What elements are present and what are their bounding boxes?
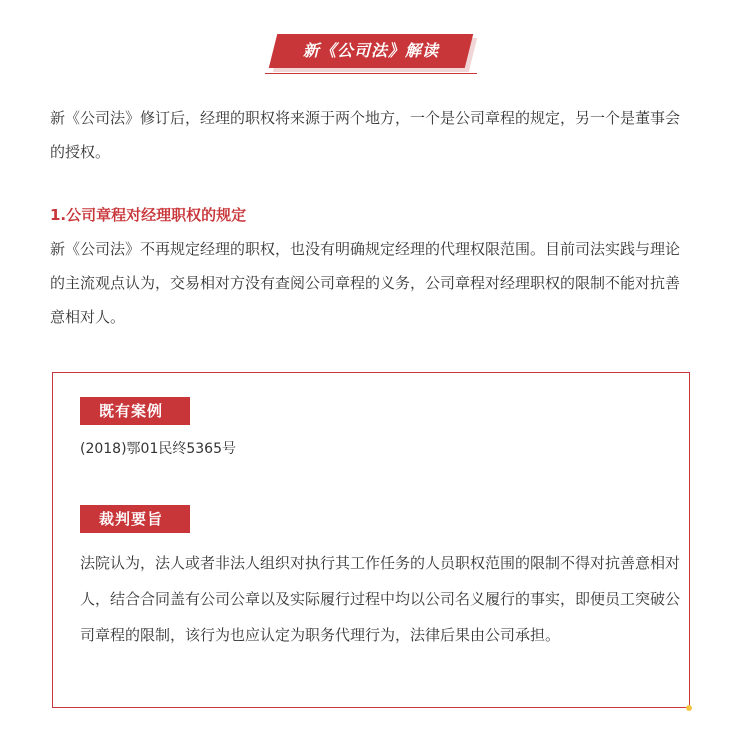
banner-title: 新《公司法》解读 <box>302 41 439 60</box>
intro-paragraph: 新《公司法》修订后，经理的职权将来源于两个地方，一个是公司章程的规定，另一个是董事会的授权。 <box>50 109 681 161</box>
existing-case-tag: 既有案例 <box>80 397 190 425</box>
corner-dot <box>686 705 692 711</box>
section-paragraph: 新《公司法》不再规定经理的职权，也没有明确规定经理的代理权限范围。目前司法实践与理论的主流观点认为，交易相对方没有查阅公司章程的义务，公司章程对经理职权的限制不能对抗善意相对人。 <box>50 240 681 326</box>
banner-underline <box>265 73 477 74</box>
ruling-text: 法院认为，法人或者非法人组织对执行其工作任务的人员职权范围的限制不得对抗善意相对人，结合合同盖有公司公章以及实际履行过程中均以公司名义履行的事实，即便员工突破公司章程的限制，该行为也应认定为职务代理行为，法律后果由公司承担。 <box>80 554 681 644</box>
ruling-summary-tag: 裁判要旨 <box>80 505 190 533</box>
case-number: (2018)鄂01民终5365号 <box>80 441 236 457</box>
case-box <box>52 372 690 708</box>
section-heading: 1.公司章程对经理职权的规定 <box>50 206 247 224</box>
title-banner <box>0 30 730 80</box>
